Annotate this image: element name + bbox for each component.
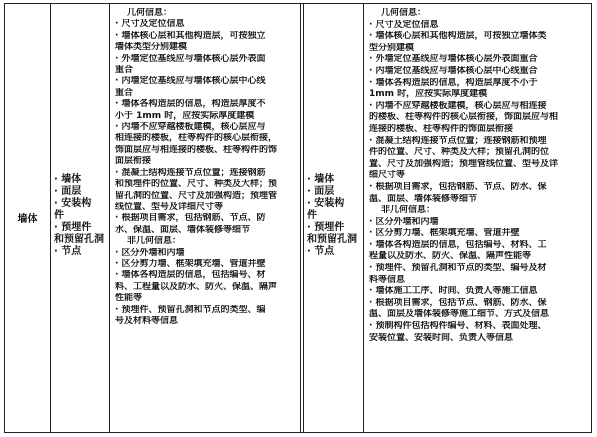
info-line: 非几何信息： xyxy=(127,236,182,247)
info-line: · 墙体各构造层的信息，包括编号、材 xyxy=(115,270,266,281)
info-line: · 预埋件、预留孔洞和节点的类型、编 xyxy=(115,304,266,315)
info-line: · 混凝土结构连接节点位置；连接钢筋 xyxy=(115,167,266,178)
info-line: · 尺寸及定位信息 xyxy=(115,19,185,30)
info-line: · 根据项目需求，包括节点、钢筋、防水、保 xyxy=(369,297,547,308)
info-line: 型分别建模 xyxy=(369,42,415,53)
info-line: 温、面层及墙体装修等施工细节、方式及信息 xyxy=(369,309,550,320)
info-line: · 墙体各构造层的信息，构造层厚度不 xyxy=(115,99,266,110)
info-line: 的楼板、柱等构件的核心层衔接，饰面层应与相 xyxy=(369,112,559,123)
info-line: · 墙体各构造层的信息，包括编号、材料、工 xyxy=(369,239,547,250)
right-info-cell xyxy=(363,4,593,432)
info-line: · 外墙定位基线应与墙体核心层外表面 xyxy=(115,53,266,64)
info-line: · 墙体各构造层的信息，构造层厚度不小于 xyxy=(369,77,538,88)
info-line: 几何信息： xyxy=(127,8,173,18)
info-line: · 内墙定位基线应与墙体核心层中心线 xyxy=(115,76,266,87)
left-info-cell xyxy=(109,4,300,432)
info-line: · 区分外墙和内墙 xyxy=(369,216,439,227)
info-line: 料等信息 xyxy=(369,274,406,285)
component-item: · 安装构 xyxy=(307,198,345,209)
info-line: · 区分剪力墙、框架填充墙、管道井壁 xyxy=(115,258,266,269)
info-line: 细尺寸等 xyxy=(369,170,406,181)
info-line: · 根据项目需求，包括钢筋、节点、防 xyxy=(115,213,266,224)
info-line: 置、尺寸及加强构造；预埋管线位置、型号及详 xyxy=(369,158,559,169)
row-label-cell xyxy=(5,4,50,432)
info-line: · 区分剪力墙、框架填充墙、管道井壁 xyxy=(369,228,520,239)
component-item: · 预埋件 xyxy=(307,222,345,233)
right-info-list xyxy=(363,4,593,344)
spec-table xyxy=(4,3,592,433)
column-divider xyxy=(363,4,364,432)
info-line: 面层衔接 xyxy=(115,156,152,167)
component-item: · 节点 xyxy=(54,246,82,257)
info-line: 料、工程量以及防水、防火、保温、隔声 xyxy=(115,281,278,292)
info-line: 重合 xyxy=(115,87,134,98)
info-line: · 墙体核心层和其他构造层，可按独立 xyxy=(115,30,266,41)
info-line: · 区分外墙和内墙 xyxy=(115,247,185,258)
info-line: 号及材料等信息 xyxy=(115,315,179,326)
component-item: · 墙体 xyxy=(307,174,335,185)
info-line: 墙体类型分别建模 xyxy=(115,42,188,53)
info-line: 水、保温、面层、墙体装修等细节 xyxy=(115,224,251,235)
component-item: · 墙体 xyxy=(54,174,82,185)
component-item: 和预留孔洞 xyxy=(307,234,357,245)
info-line: · 混凝土结构连接节点位置；连接钢筋和预埋 xyxy=(369,135,547,146)
info-line: 程量以及防水、防火、保温、隔声性能等 xyxy=(369,251,532,262)
component-item: 件 xyxy=(307,210,317,221)
info-line: 饰面层应与相连接的楼板、柱等构件的饰 xyxy=(115,144,278,155)
left-components-list xyxy=(54,174,104,258)
info-line: 性能等 xyxy=(115,293,143,304)
info-line: · 尺寸及定位信息 xyxy=(369,19,439,30)
info-line: · 内墙定位基线应与墙体核心层中心线重合 xyxy=(369,65,538,76)
column-divider xyxy=(300,4,301,432)
info-line: 重合 xyxy=(115,65,134,76)
component-item: · 安装构 xyxy=(54,198,92,209)
info-line: 小于 1mm 时，应按实际厚度建模 xyxy=(115,110,255,121)
info-line: 相连接的楼板，柱等构件的核心层衔接， xyxy=(115,133,278,144)
info-line: 线位置、型号及详细尺寸等 xyxy=(115,201,224,212)
component-item: · 面层 xyxy=(54,186,82,197)
info-line: 温、面层、墙体装修等细节 xyxy=(369,193,478,204)
info-line: 几何信息： xyxy=(381,8,427,18)
component-item: 件 xyxy=(54,210,64,221)
right-components-list xyxy=(307,174,357,258)
info-line: · 内墙不应穿越楼板建模，核心层应与相连接 xyxy=(369,100,547,111)
column-divider xyxy=(303,4,304,432)
info-line: · 外墙定位基线应与墙体核心层外表面重合 xyxy=(369,54,538,65)
info-line: · 内墙不应穿越楼板建模，核心层应与 xyxy=(115,122,266,133)
component-item: · 面层 xyxy=(307,186,335,197)
left-info-list xyxy=(109,4,300,327)
info-line: 连接的楼板、柱等构件的饰面层衔接 xyxy=(369,123,514,134)
column-divider xyxy=(50,4,51,432)
info-line: 非几何信息： xyxy=(381,205,436,216)
info-line: · 预制构件包括构件编号、材料、表面处理、 xyxy=(369,321,547,332)
row-label: 墙体 xyxy=(17,214,38,225)
info-line: 留孔洞的位置、尺寸及加强构造；预埋管 xyxy=(115,190,278,201)
left-components-cell xyxy=(50,4,109,432)
info-line: · 预埋件、预留孔洞和节点的类型、编号及材 xyxy=(369,263,547,274)
right-components-cell xyxy=(303,4,363,432)
info-line: 和预埋件的位置、尺寸、种类及大样；预 xyxy=(115,179,278,190)
info-line: 安装位置、安装时间、负责人等信息 xyxy=(369,332,514,343)
info-line: · 根据项目需求，包括钢筋、节点、防水、保 xyxy=(369,181,547,192)
info-line: · 墙体施工工序、时间、负责人等施工信息 xyxy=(369,286,538,297)
component-item: 和预留孔洞 xyxy=(54,234,104,245)
component-item: · 节点 xyxy=(307,246,335,257)
info-line: 1mm 时，应按实际厚度建模 xyxy=(369,89,488,100)
info-line: · 墙体核心层和其他构造层，可按独立墙体类 xyxy=(369,31,547,42)
component-item: · 预埋件 xyxy=(54,222,92,233)
info-line: 件的位置、尺寸、种类及大样；预留孔洞的位 xyxy=(369,147,550,158)
column-divider xyxy=(109,4,110,432)
